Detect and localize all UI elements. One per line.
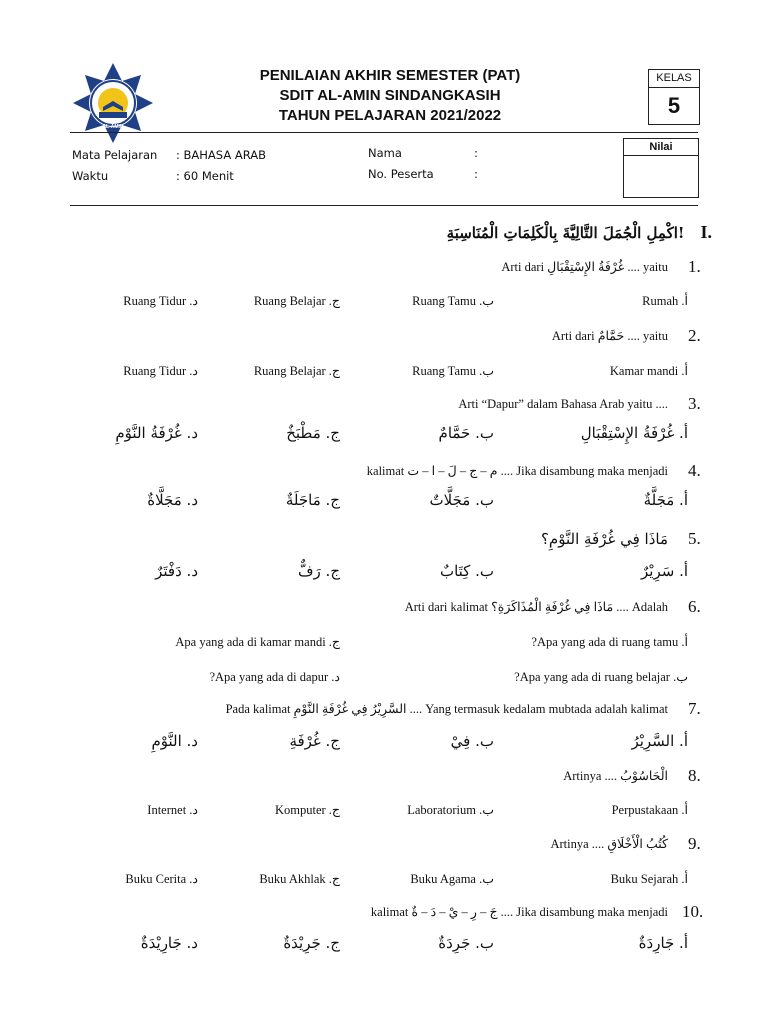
answer-option[interactable]: ج. Ruang Belajar — [253, 294, 340, 308]
answer-option[interactable]: ب. Laboratorium — [407, 803, 494, 817]
kelas-label: KELAS — [649, 70, 699, 88]
answer-option[interactable]: أ. السَّرِيْرُ — [631, 732, 688, 750]
question-number: 8. — [688, 766, 701, 785]
section-heading — [447, 222, 712, 243]
answer-option[interactable]: أ. Buku Sejarah — [610, 872, 688, 886]
question-text: مَاذَا فِي غُرْفَةِ النَّوْمِ؟ — [540, 530, 668, 548]
answer-option[interactable]: أ. سَرِيْرٌ — [641, 562, 688, 580]
answer-option[interactable]: ب. Apa yang ada di ruang belajar? — [514, 670, 688, 684]
answer-option[interactable]: ج. Komputer — [274, 803, 340, 817]
question-number: 1. — [688, 257, 701, 276]
answer-option[interactable]: ج. جَرِيْدَةٌ — [283, 934, 340, 952]
nama-label: Nama — [368, 146, 402, 160]
answer-option[interactable]: ج. Buku Akhlak — [259, 872, 340, 886]
answer-option[interactable]: د. النَّوْمِ — [151, 732, 198, 750]
question-text: الْحَاسُوْبُ .... Artinya — [563, 769, 668, 783]
answer-option[interactable]: ب. فِيْ — [450, 732, 494, 750]
answer-option[interactable]: د. Ruang Tidur — [123, 364, 198, 378]
title-line-1: PENILAIAN AKHIR SEMESTER (PAT) — [259, 67, 521, 84]
header-divider — [70, 132, 698, 133]
answer-option[interactable]: د. جَارِيْدَةٌ — [140, 934, 198, 952]
answer-option[interactable]: د. Apa yang ada di dapur? — [209, 670, 340, 684]
question-number: 4. — [688, 461, 701, 480]
kelas-box — [648, 69, 700, 125]
answer-option[interactable]: ب. Ruang Tamu — [412, 364, 494, 378]
answer-option[interactable]: د. Internet — [147, 803, 198, 817]
question-text: kalimat م – ج – لَ – ا – ت .... Jika disambung maka menjadi — [366, 464, 668, 478]
question-number: 9. — [688, 834, 701, 853]
answer-option[interactable]: ج. غُرْفَةِ — [289, 732, 340, 750]
section-instruction: اكْمِلِ الْجُمَلَ التَّالِيَّةَ بِالْكَلِمَاتِ الْمُنَاسِبَةِ! — [446, 224, 685, 242]
section-number: I. — [700, 222, 712, 242]
answer-option[interactable]: أ. Apa yang ada di ruang tamu? — [531, 635, 688, 649]
answer-option[interactable]: أ. Rumah — [642, 294, 688, 308]
answer-option[interactable]: ب. Buku Agama — [410, 872, 494, 886]
answer-option[interactable]: د. مَجَلَّاةٌ — [147, 491, 198, 509]
question-text: كُتُبُ الْأَخْلَاقِ .... Artinya — [550, 837, 668, 851]
waktu-value: : 60 Menit — [176, 169, 234, 183]
exam-title — [190, 66, 590, 126]
answer-option[interactable]: أ. Kamar mandi — [609, 364, 688, 378]
kelas-value: 5 — [667, 93, 681, 118]
answer-option[interactable]: ج. مَاجَلَةٌ — [285, 491, 340, 509]
answer-option[interactable]: ب. مَجَلَّاتٌ — [429, 491, 494, 509]
question-number: 2. — [688, 326, 701, 345]
question-number: 10. — [682, 902, 704, 921]
answer-option[interactable]: أ. غُرْفَةُ الإِسْتِقْبَالِ — [580, 424, 688, 442]
peserta-label: No. Peserta — [368, 167, 434, 181]
question-number: 7. — [688, 699, 701, 718]
answer-option[interactable]: د. غُرْفَةُ النَّوْمِ — [115, 424, 198, 442]
title-line-2: SDIT AL-AMIN SINDANGKASIH — [279, 87, 501, 104]
answer-option[interactable]: ج. Apa yang ada di kamar mandi — [175, 635, 340, 649]
peserta-field[interactable]: : — [474, 167, 478, 181]
answer-option[interactable]: د. Ruang Tidur — [123, 294, 198, 308]
answer-option[interactable]: أ. جَارِدَةٌ — [638, 934, 688, 952]
question-text: Arti “Dapur” dalam Bahasa Arab yaitu .... — [458, 397, 668, 411]
svg-text:AL-AMIN: AL-AMIN — [102, 124, 124, 130]
mapel-value: : BAHASA ARAB — [176, 148, 266, 162]
nilai-box[interactable] — [623, 138, 699, 198]
question-text: Arti dari غُرْفَةُ الإِسْتِقْبَالِ .... yaitu — [501, 260, 668, 274]
title-line-3: TAHUN PELAJARAN 2021/2022 — [278, 107, 502, 124]
answer-option[interactable]: ج. مَطْبَخٌ — [286, 424, 340, 442]
question-text: Arti dari kalimat مَاذَا فِي غُرْفَةِ الْمُذَاكَرَةِ؟ .... Adalah — [404, 600, 668, 614]
nama-field[interactable]: : — [474, 146, 478, 160]
mapel-label: Mata Pelajaran — [72, 148, 158, 162]
answer-option[interactable]: ج. رَفٌّ — [297, 562, 340, 580]
answer-option[interactable]: ج. Ruang Belajar — [253, 364, 340, 378]
question-text: kalimat جَ – رِ – يْ – دَ – ةٌ .... Jika disambung maka menjadi — [370, 905, 668, 919]
nilai-label: Nilai — [624, 139, 698, 156]
answer-option[interactable]: أ. Perpustakaan — [611, 803, 688, 817]
waktu-label: Waktu — [72, 169, 109, 183]
answer-option[interactable]: أ. مَجَلَّةٌ — [643, 491, 688, 509]
answer-option[interactable]: ب. حَمَّامٌ — [438, 424, 494, 442]
answer-option[interactable]: ب. جَرِدَةٌ — [438, 934, 494, 952]
answer-option[interactable]: ب. كِتَابٌ — [439, 562, 494, 580]
answer-option[interactable]: د. دَفْتَرٌ — [155, 562, 198, 580]
answer-option[interactable]: ب. Ruang Tamu — [412, 294, 494, 308]
question-text: Pada kalimat السَّرِيْرُ فِي غُرْفَةِ النَّوْمِ .... Yang termasuk kedalam mubtada adalah kalimat — [225, 702, 668, 716]
question-text: Arti dari حَمَّامٌ .... yaitu — [551, 329, 668, 343]
answer-option[interactable]: د. Buku Cerita — [125, 872, 198, 886]
info-divider — [70, 205, 698, 206]
question-number: 5. — [688, 529, 701, 548]
question-number: 6. — [688, 597, 701, 616]
question-number: 3. — [688, 394, 701, 413]
